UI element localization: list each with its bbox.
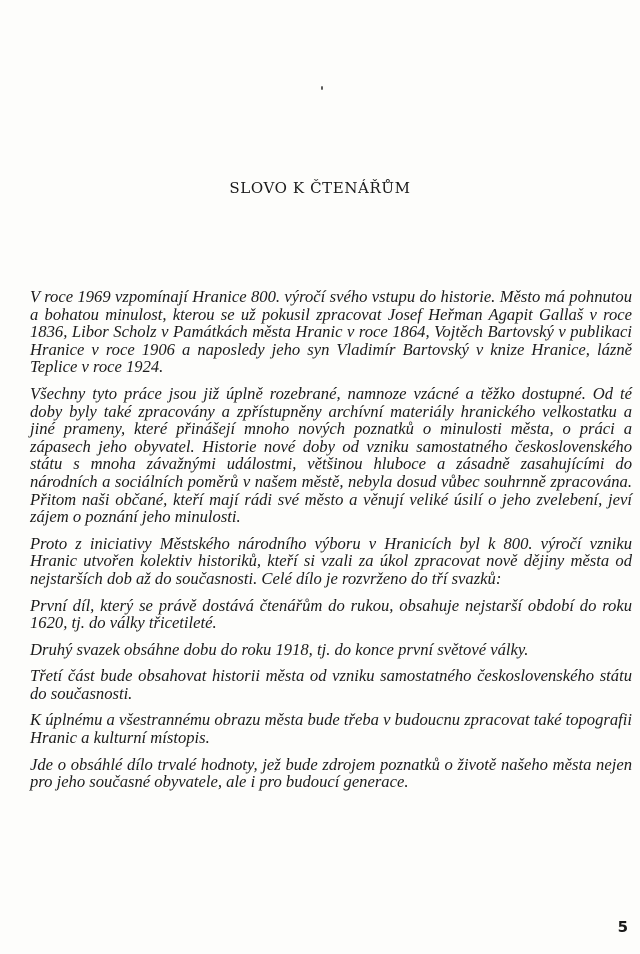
page-heading: SLOVO K ČTENÁŘŮM <box>229 179 411 197</box>
paragraph-7: K úplnému a všestrannému obrazu města bude třeba v budoucnu zpracovat také topografii Hranic a kulturní místopis. <box>30 710 632 748</box>
paragraph-3: Proto z iniciativy Městského národního výboru v Hranicích byl k 800. výročí vzniku Hranic utvořen kolektiv historiků, kteří si vzali za úkol zpracovat nově dějiny města od nejstarších dob až do současnosti. Celé dílo je rozvrženo do tří svazků: <box>30 533 632 588</box>
paragraph-4: První díl, který se právě dostává čtenářům do rukou, obsahuje nejstarší období do roku 1620, tj. do války třicetileté. <box>30 595 632 633</box>
paragraph-2: Všechny tyto práce jsou již úplně rozebrané, namnoze vzácné a těžko dostupné. Od té doby byly také zpracovány a zpřístupněny archívní materiály hranického velkostatku a jiné prameny, které přinášejí mnoho nových poznatků o minulosti města, o práci a zápasech jeho obyvatel. Historie nové doby od vzniku samostatného československého státu s mnoha závažnými událostmi, většinou hluboce a zásadně zasahujícími do národních a sociálních poměrů v našem městě, nebyla dosud vůbec souhrnně zpracována. Přitom naši občané, kteří mají rádi své město a věnují veliké úsilí o jeho zvelebení, jeví zájem o poznání jeho minulosti. <box>30 383 632 527</box>
paragraph-1: V roce 1969 vzpomínají Hranice 800. výročí svého vstupu do historie. Město má pohnutou a bohatou minulost, kterou se už pokusil zpracovat Josef Heřman Agapit Gallaš v roce 1836, Libor Scholz v Památkách města Hranic v roce 1864, Vojtěch Bartovský v publikaci Hranice v roce 1906 a naposledy jeho syn Vladimír Bartovský v knize Hranice, lázně Teplice v roce 1924. <box>30 287 632 377</box>
scan-speck <box>321 86 323 90</box>
page-number: 5 <box>617 918 628 936</box>
paragraph-6: Třetí část bude obsahovat historii města od vzniku samostatného československého státu do současnosti. <box>30 666 632 703</box>
paragraph-8: Jde o obsáhlé dílo trvalé hodnoty, jež bude zdrojem poznatků o životě našeho města nejen pro jeho současné obyvatele, ale i pro budoucí generace. <box>30 754 632 792</box>
paragraph-5: Druhý svazek obsáhne dobu do roku 1918, tj. do konce první světové války. <box>30 639 529 659</box>
body-text <box>30 288 632 800</box>
